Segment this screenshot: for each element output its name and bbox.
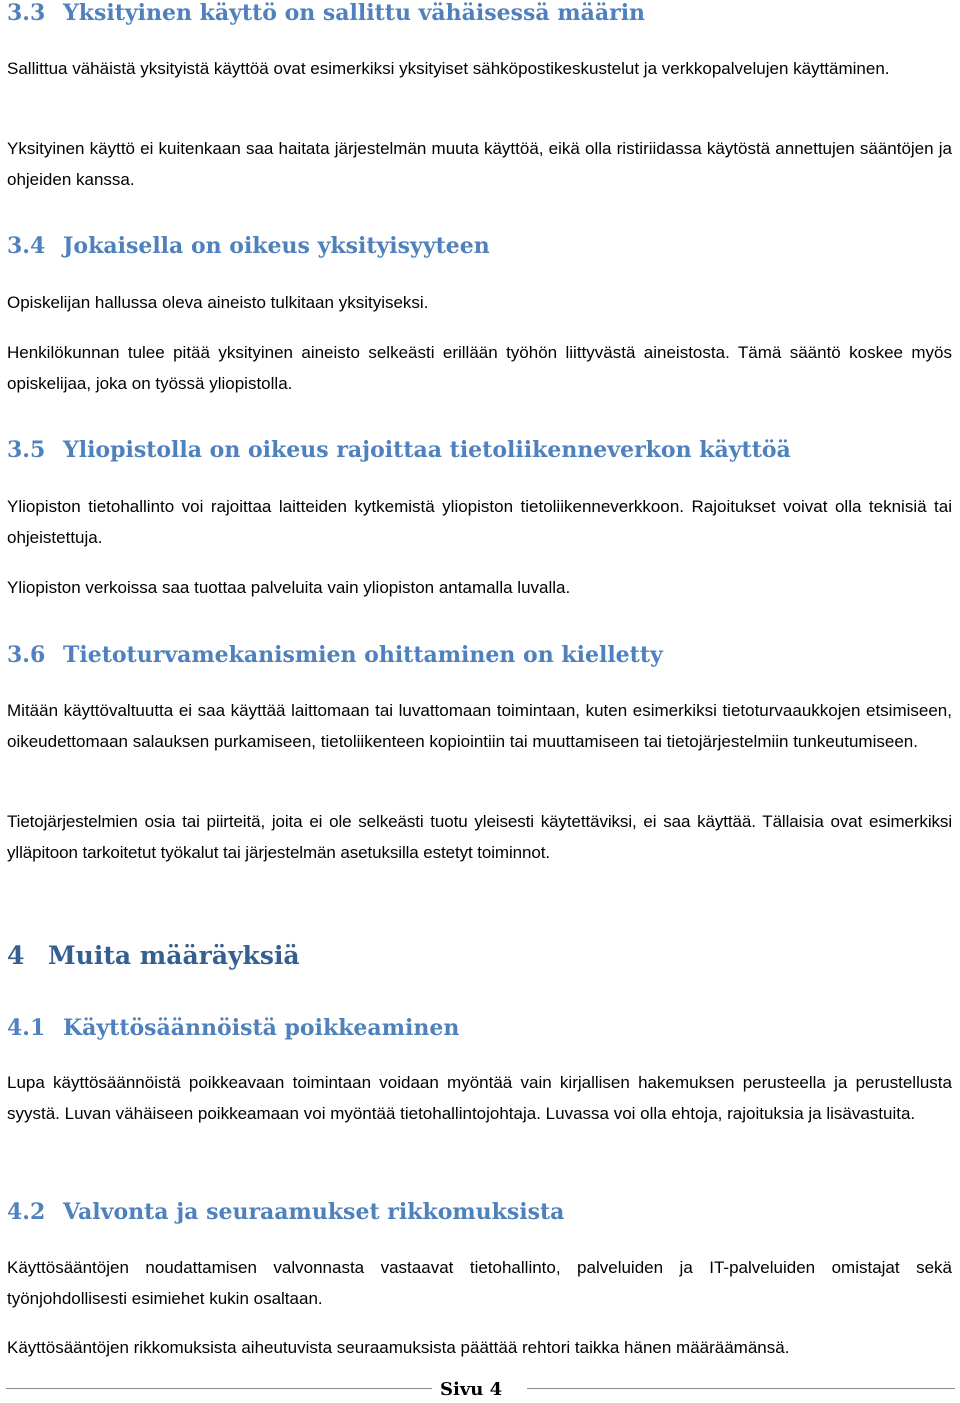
heading-3-5 [7, 435, 952, 465]
heading-3-4 [7, 231, 952, 261]
paragraph-3-5-1: Yliopiston tietohallinto voi rajoittaa laitteiden kytkemistä yliopiston tietoliikenneverkkoon. Rajoitukset voivat olla teknisiä tai ohjeistettuja. [7, 497, 952, 547]
heading-number: 4.2 [7, 1199, 46, 1225]
heading-title: Jokaisella on oikeus yksityisyyteen [63, 233, 490, 259]
footer-rule-left [6, 1388, 432, 1389]
heading-4-2 [7, 1197, 952, 1227]
paragraph-3-4-1: Opiskelijan hallussa oleva aineisto tulkitaan yksityiseksi. [7, 293, 429, 312]
paragraph-3-4-2: Henkilökunnan tulee pitää yksityinen aineisto selkeästi erillään työhön liittyvästä aineistosta. Tämä sääntö koskee myös opiskelijaa, joka on työssä yliopistolla. [7, 343, 952, 393]
paragraph-3-6-1: Mitään käyttövaltuutta ei saa käyttää laittomaan tai luvattomaan toimintaan, kuten esimerkiksi tietoturvaaukkojen etsimiseen, oikeudettomaan salauksen purkamiseen, tietoliikenteen kopiointiin tai muuttamiseen tai tietojärjestelmiin tunkeutumiseen. [7, 701, 952, 751]
paragraph-3-6-2: Tietojärjestelmien osia tai piirteitä, joita ei ole selkeästi tuotu yleisesti käytettäviksi, ei saa käyttää. Tällaisia ovat esimerkiksi ylläpitoon tarkoitetut työkalut tai järjestelmän asetuksilla estetyt toiminnot. [7, 812, 952, 862]
paragraph-4-2-2: Käyttösääntöjen rikkomuksista aiheutuvista seuraamuksista päättää rehtori taikka hänen määräämänsä. [7, 1338, 790, 1357]
page-footer [0, 1377, 960, 1401]
heading-number: 3.4 [7, 233, 46, 259]
heading-title: Yksityinen käyttö on sallittu vähäisessä määrin [63, 0, 646, 26]
paragraph-4-2-1: Käyttösääntöjen noudattamisen valvonnasta vastaavat tietohallinto, palveluiden ja IT-palveluiden omistajat sekä työnjohdollisesti esimiehet kukin osaltaan. [7, 1258, 952, 1308]
footer-rule-right [527, 1388, 955, 1389]
heading-3-6 [7, 640, 952, 670]
heading-title: Valvonta ja seuraamukset rikkomuksista [63, 1199, 565, 1225]
paragraph-3-3-1: Sallittua vähäistä yksityistä käyttöä ovat esimerkiksi yksityiset sähköpostikeskustelut ja verkkopalvelujen käyttäminen. [7, 59, 890, 78]
heading-title: Käyttösäännöistä poikkeaminen [63, 1015, 460, 1041]
heading-number: 3.5 [7, 437, 46, 463]
heading-title: Yliopistolla on oikeus rajoittaa tietoliikenneverkon käyttöä [63, 437, 791, 463]
paragraph-4-1-1: Lupa käyttösäännöistä poikkeavaan toimintaan voidaan myöntää vain kirjallisen hakemuksen perusteella ja perustellusta syystä. Luvan vähäiseen poikkeamaan voi myöntää tietohallintojohtaja. Luvassa voi olla ehtoja, rajoituksia ja lisävastuita. [7, 1073, 952, 1123]
paragraph-3-3-2: Yksityinen käyttö ei kuitenkaan saa haitata järjestelmän muuta käyttöä, eikä olla ristiriidassa käytöstä annettujen sääntöjen ja ohjeiden kanssa. [7, 139, 952, 189]
heading-3-3 [7, 0, 952, 28]
heading-number: 3.3 [7, 0, 46, 26]
heading-4 [7, 939, 952, 973]
heading-title: Tietoturvamekanismien ohittaminen on kielletty [63, 642, 663, 668]
heading-number: 3.6 [7, 642, 46, 668]
heading-number: 4 [7, 941, 25, 970]
paragraph-3-5-2: Yliopiston verkoissa saa tuottaa palveluita vain yliopiston antamalla luvalla. [7, 578, 571, 597]
heading-4-1 [7, 1013, 952, 1043]
heading-number: 4.1 [7, 1015, 46, 1041]
heading-title: Muita määräyksiä [48, 941, 300, 970]
page-number: Sivu 4 [440, 1379, 503, 1400]
